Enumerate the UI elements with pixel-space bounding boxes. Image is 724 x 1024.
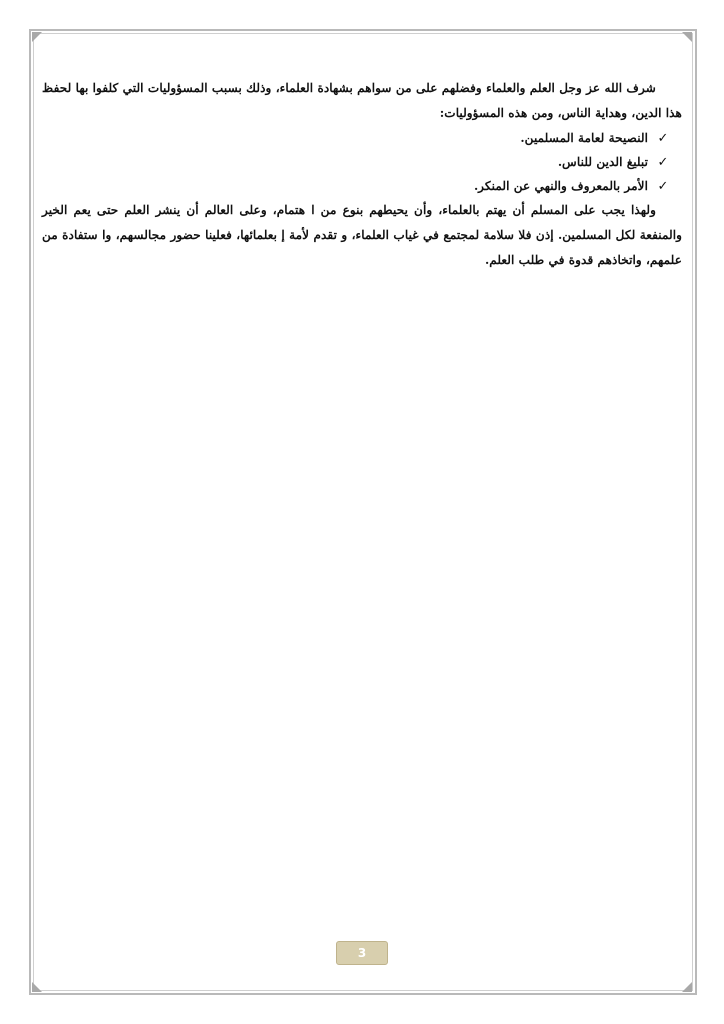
check-mark-icon: ✓ [657,154,669,170]
list-item [42,174,672,198]
check-mark-icon: ✓ [657,130,669,146]
document-body [42,76,682,273]
corner-ornament-bottom-right-icon [682,982,692,992]
list-item [42,126,672,150]
list-item-text: تبليغ الدين للناس. [557,154,648,169]
responsibilities-list [42,126,682,198]
corner-ornament-bottom-left-icon [32,982,42,992]
corner-ornament-top-left-icon [32,32,42,42]
check-mark-icon: ✓ [657,178,669,194]
intro-paragraph: شرف الله عز وجل العلم والعلماء وفضلهم على من سواهم بشهادة العلماء، وذلك بسبب المسؤوليات التي كلفوا بها لحفظ هذا الدين، وهداية الناس، ومن هذه المسؤوليات: [42,81,682,120]
closing-paragraph: ولهذا يجب على المسلم أن يهتم بالعلماء، وأن يحيطهم بنوع من ا هتمام، وعلى العالم أن ينشر العلم حتى يعم الخير والمنفعة لكل المسلمين. إذن فلا سلامة لمجتمع في غياب العلماء، و تقدم لأمة إ بعلمائها، فعلينا حضور مجالسهم، وا ستفادة من علمهم، واتخاذهم قدوة في طلب العلم. [42,203,682,267]
list-item-text: النصيحة لعامة المسلمين. [520,130,648,145]
list-item-text: الأمر بالمعروف والنهي عن المنكر. [473,178,648,193]
corner-ornament-top-right-icon [682,32,692,42]
list-item [42,150,672,174]
page-number-badge: 3 [336,941,388,965]
